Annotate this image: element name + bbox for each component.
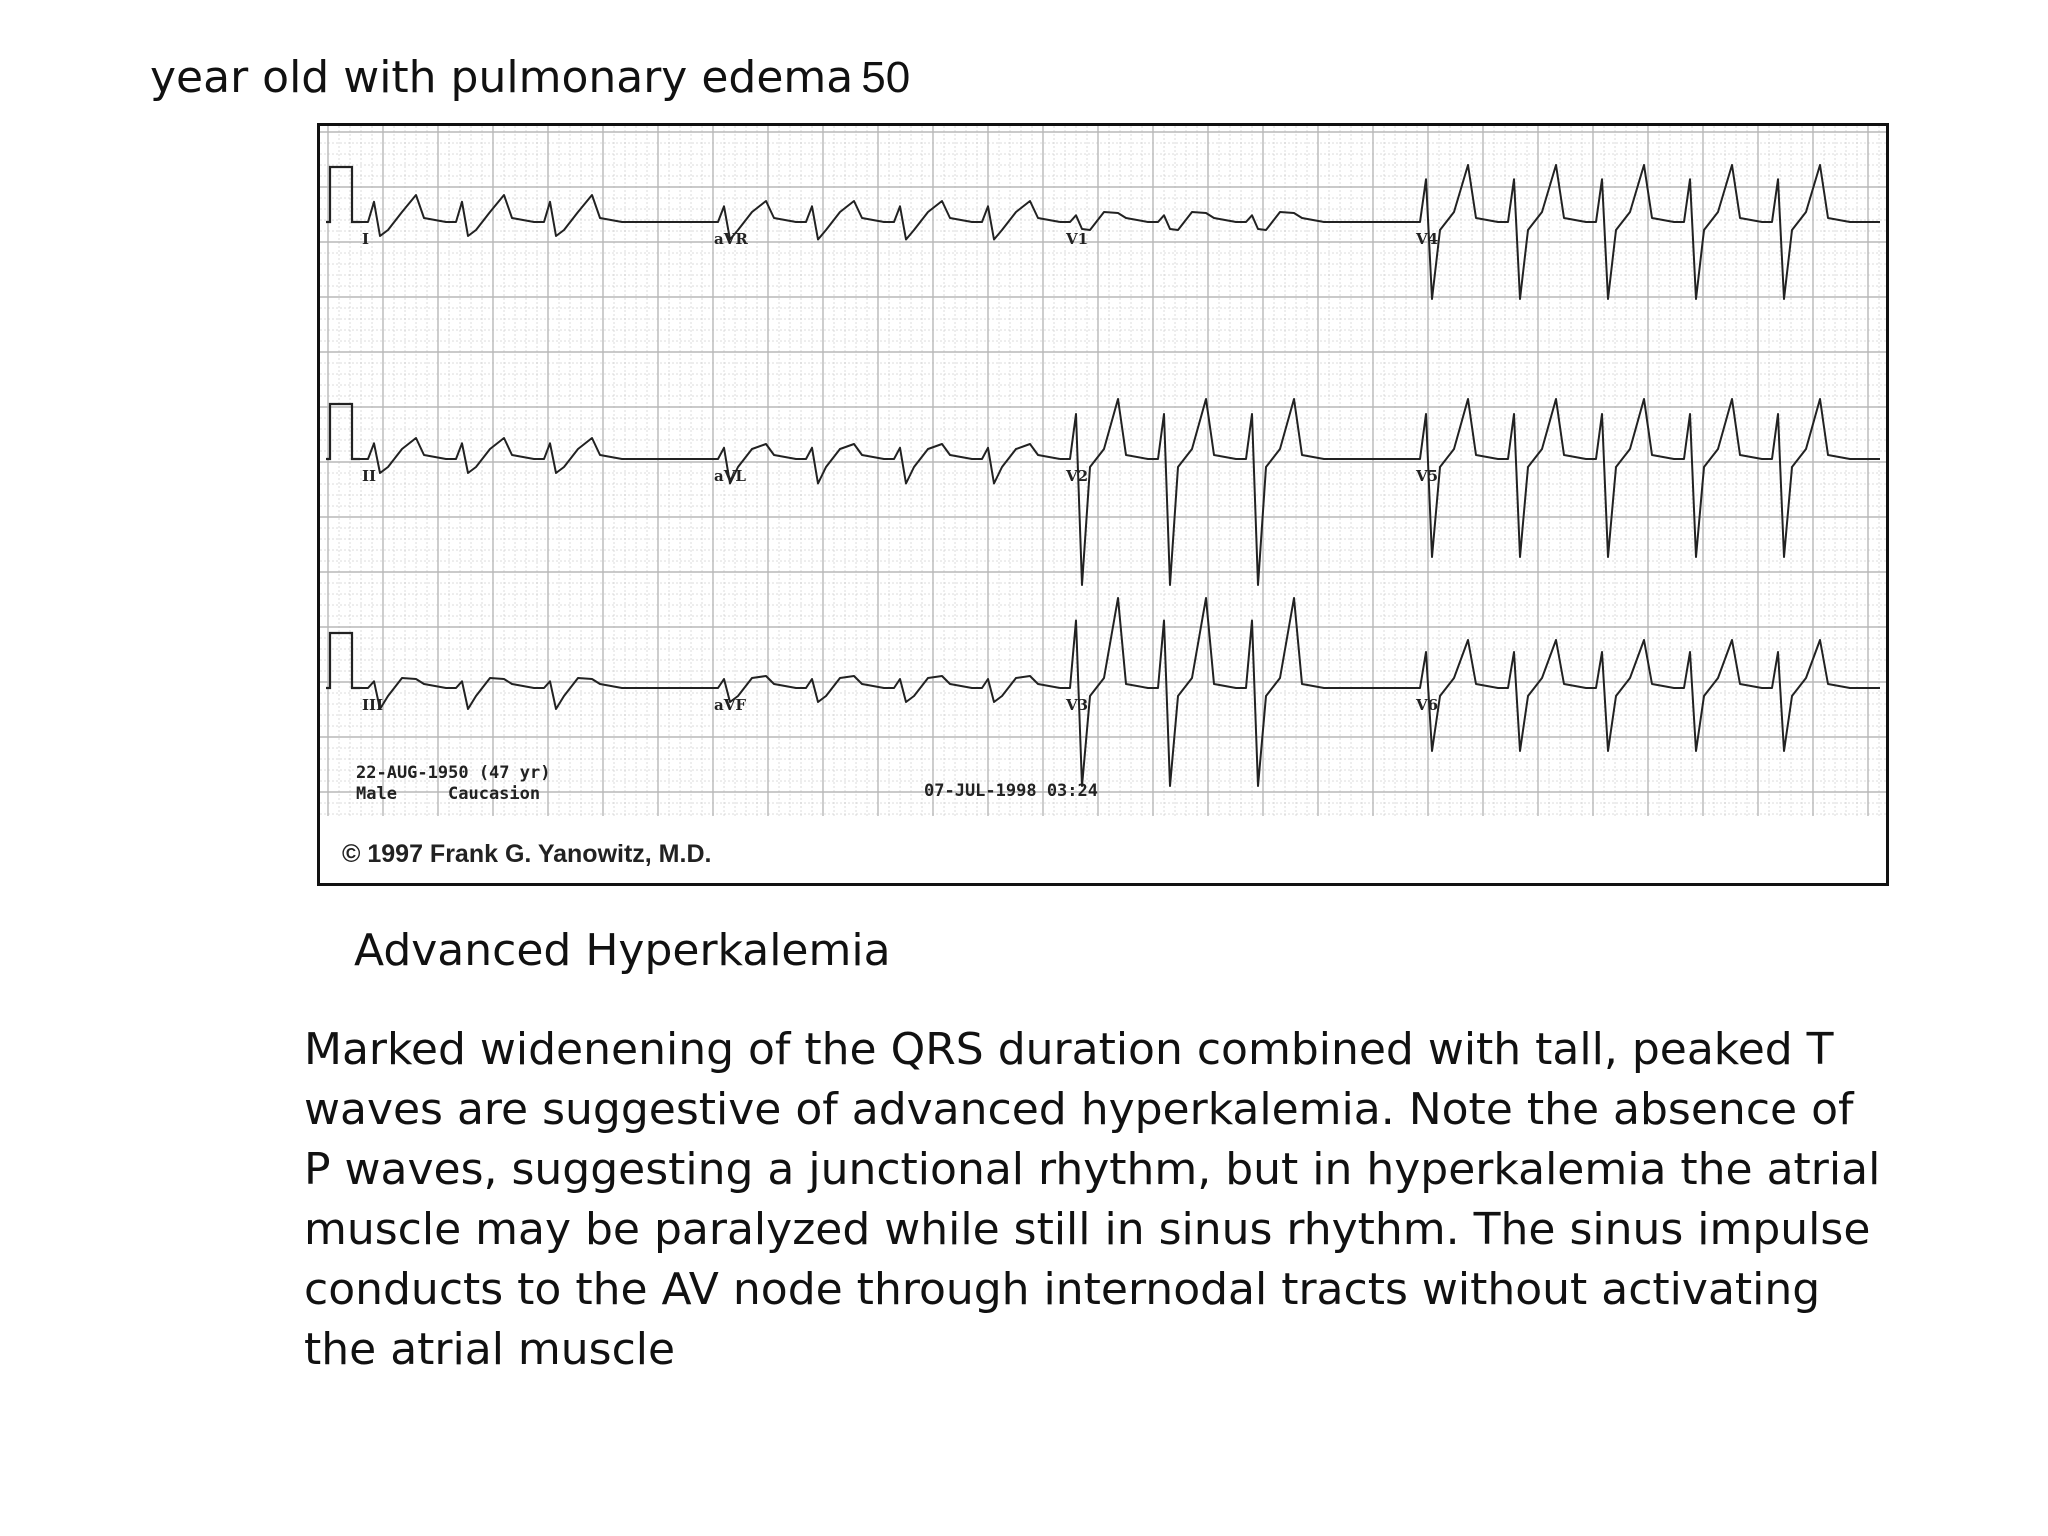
- ecg-image: [317, 123, 1889, 886]
- recording-datetime: 07-JUL-1998 03:24: [924, 781, 1098, 801]
- description-paragraph: Marked widenening of the QRS duration combined with tall, peaked T waves are suggestive of advanced hyperkalemia. Note the absence of P waves, suggesting a junctional rhythm, but in hyperkalemia the atrial muscle may be paralyzed while still in sinus rhythm. The sinus impulse conducts to the AV node through internodal tracts without activating the atrial muscle: [304, 1024, 1881, 1375]
- calibration-pulse: [326, 633, 360, 688]
- lead-trace: [358, 195, 708, 236]
- lead-trace: [1060, 212, 1410, 230]
- lead-label: I: [362, 230, 370, 248]
- lead-trace: [708, 444, 1060, 484]
- patient-dob: 22-AUG-1950 (47 yr): [356, 763, 551, 783]
- lead-label: V1: [1066, 230, 1089, 248]
- calibration-pulse: [326, 167, 360, 222]
- lead-label: aVL: [714, 467, 746, 485]
- lead-label: V3: [1066, 696, 1089, 714]
- lead-label: V6: [1416, 696, 1439, 714]
- lead-trace: [1410, 165, 1880, 299]
- patient-sex: Male: [356, 784, 397, 804]
- lead-trace: [358, 438, 708, 473]
- lead-trace: [1060, 598, 1410, 786]
- lead-trace: [1410, 399, 1880, 557]
- slide-title: [150, 52, 911, 103]
- copyright-text: © 1997 Frank G. Yanowitz, M.D.: [342, 840, 712, 868]
- lead-label: V5: [1416, 467, 1439, 485]
- lead-trace: [1410, 640, 1880, 751]
- patient-race: Caucasion: [448, 784, 541, 804]
- lead-label: III: [362, 696, 384, 714]
- lead-trace: [708, 676, 1060, 702]
- title-age: 50: [861, 53, 911, 102]
- lead-label: II: [362, 467, 377, 485]
- lead-trace: [1060, 399, 1410, 585]
- lead-label: V2: [1066, 467, 1089, 485]
- title-text: year old with pulmonary edema: [150, 52, 854, 103]
- calibration-pulse: [326, 404, 360, 459]
- figure-caption: Advanced Hyperkalemia: [354, 925, 891, 976]
- ecg-grid: [320, 126, 1886, 883]
- lead-label: V4: [1416, 230, 1439, 248]
- ecg-tracing: [320, 126, 1886, 883]
- lead-label: aVF: [714, 696, 747, 714]
- lead-label: aVR: [714, 230, 748, 248]
